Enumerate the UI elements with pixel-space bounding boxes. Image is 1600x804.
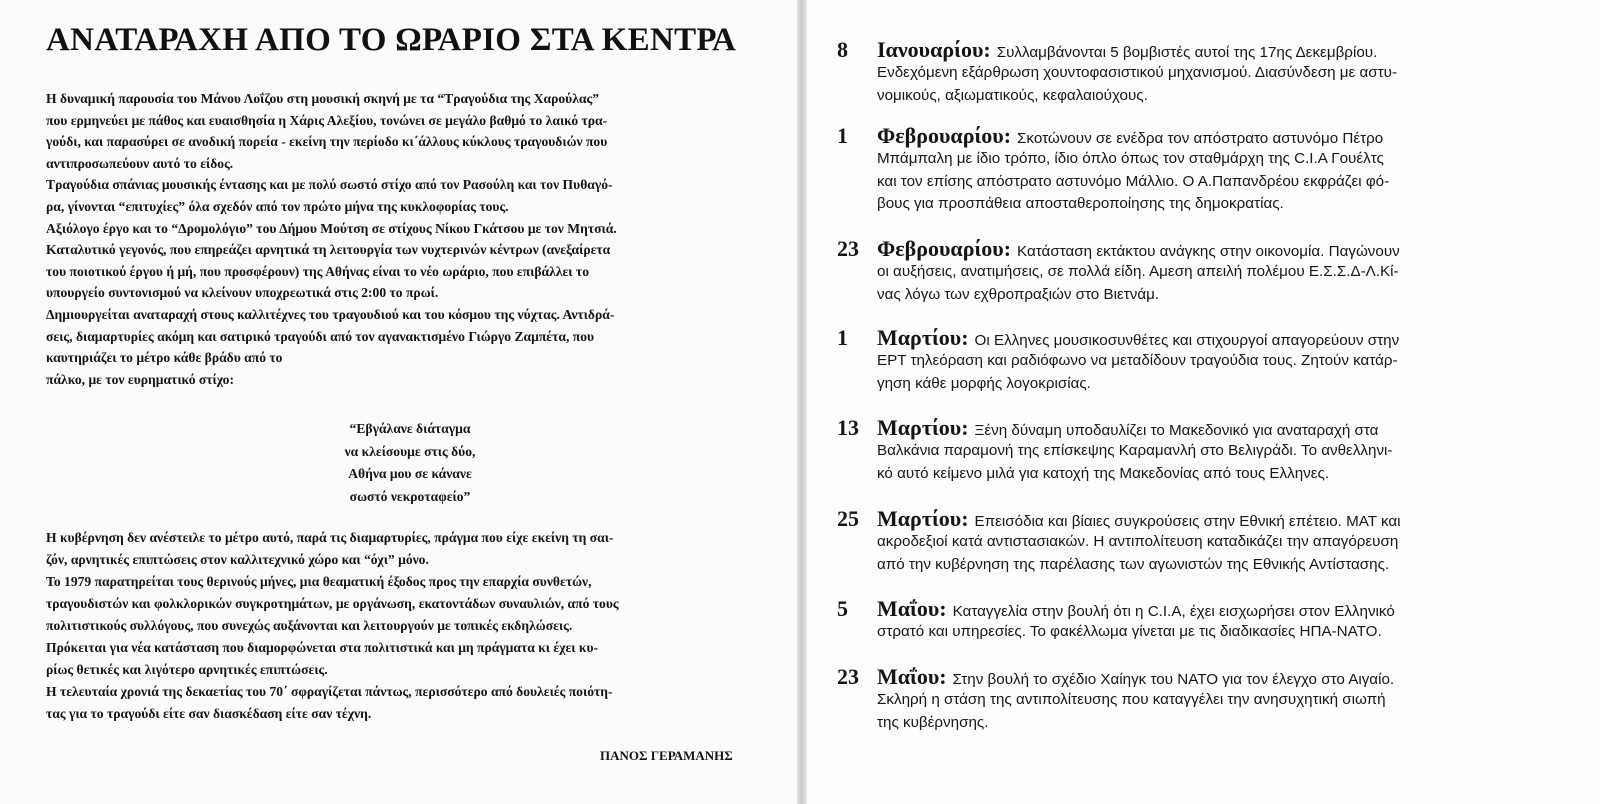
lyric-line: σωστό νεκροταφείο” <box>349 488 471 504</box>
text-line: πάλκο, με τον ευρηματικό στίχο: <box>46 371 234 387</box>
entry-day: 23 <box>837 664 859 689</box>
lyric-line: “Εβγάλανε διάταγμα <box>349 421 471 436</box>
entry-text: Επεισόδια και βίαιες συγκρούσεις στην Εθνική επέτειο. ΜΑΤ και <box>974 513 1401 530</box>
text-line: Η τελευταία χρονιά της δεκαετίας του 70΄ σφραγίζεται πάντως, περισσότερο από δουλειές ποιότη- <box>46 684 613 699</box>
entry-month: Φεβρουαρίου <box>877 123 1004 148</box>
text-line: Καταλυτικό γεγονός, που επηρεάζει αρνητικά τη λειτουργία των νυχτερινών κέντρων (ανεξαίρετα <box>46 242 611 258</box>
timeline-entry: 13 Μαρτίου: Ξένη δύναμη υποδαυλίζει το Μακεδονικό για αναταραχή στα Βαλκάνια παραμονή της επίσκεψης Καραμανλή στο Βελιγράδι. Το ανθελληνι- κό αυτό κείμενο μιλά για κατοχή της Μακεδονίας από τους Ελληνες. <box>837 416 1582 485</box>
lyric-line: να κλείσουμε στις δύο, <box>344 443 476 459</box>
entry-text: στρατό και υπηρεσίες. Το φακέλλωμα γίνεται με τις διαδικασίες ΗΠΑ-ΝΑΤΟ. <box>877 623 1382 640</box>
text-line: ρα, γίνονται “επιτυχίες” όλα σχεδόν από τον πρώτο μήνα της κυκλοφορίας τους. <box>46 198 509 214</box>
entry-text: Ξένη δύναμη υποδαυλίζει το Μακεδονικό για αναταραχή στα <box>974 422 1379 439</box>
entry-text: Σκληρή η στάση της αντιπολίτευσης που καταγγέλει την ανησυχητική σιωπή <box>877 691 1386 708</box>
entry-text: Κατάσταση εκτάκτου ανάγκης στην οικονομία. Παγώνουν <box>1017 243 1400 260</box>
entry-day: 8 <box>837 37 848 62</box>
author-signature: ΠΑΝΟΣ ΓΕΡΑΜΑΝΗΣ <box>600 748 733 763</box>
timeline-entry: 23 Φεβρουαρίου: Κατάσταση εκτάκτου ανάγκης στην οικονομία. Παγώνουν οι αυξήσεις, ανατιμήσεις, σε πολλά είδη. Αμεση απειλή πολέμου Ε.Σ.Σ.Δ-Λ.Κί- νας λόγω των εχθροπραξιών στο Βιετνάμ. <box>837 237 1582 306</box>
timeline-entry: 1 Φεβρουαρίου: Σκοτώνουν σε ενέδρα τον απόστρατο αστυνόμο Πέτρο Μπάμπαλη με ίδιο τρόπο, ίδιο όπλο όπως τον σταθμάρχη της C.I.A Γουέλτς και τον επίσης απόστρατο αστυνόμο Μάλλιο. Ο Α.Παπανδρέου εκφράζει φό- βους για προσπάθεια αποσταθεροποίησης της δημοκρατίας. <box>837 124 1582 216</box>
text-line: Αξιόλογο έργο και το “Δρομολόγιο” του Δήμου Μούτση σε στίχους Νίκου Γκάτσου με τον Μητσιά. <box>46 220 617 236</box>
entry-month: Μαρτίου <box>877 415 962 440</box>
timeline-entry: 5 Μαΐου: Καταγγελία στην βουλή ότι η C.I.A, έχει εισχωρήσει στον Ελληνικό στρατό και υπηρεσίες. Το φακέλλωμα γίνεται με τις διαδικασίες ΗΠΑ-ΝΑΤΟ. <box>837 597 1582 644</box>
text-line: αντιπροσωπεύουν αυτό το είδος. <box>46 155 234 171</box>
entry-day: 23 <box>837 236 859 261</box>
text-line: ρίως θετικές και λιγότερο αρνητικές επιπτώσεις. <box>46 662 328 677</box>
entry-text: νομικούς, αξιωματικούς, κεφαλαιούχους. <box>877 86 1148 104</box>
text-line: υπουργείο συντονισμού να κλείνουν υποχρεωτικά στις 2:00 το πρωί. <box>46 285 439 301</box>
text-line: Τραγούδια σπάνιας μουσικής έντασης και με πολύ σωστό στίχο από τον Ρασούλη και τον Πυθαγό- <box>46 177 613 193</box>
text-line: Το 1979 παρατηρείται τους θερινούς μήνες, μια θεαματική έξοδος προς την επαρχία συνθετών, <box>46 574 592 589</box>
text-line: του ποιοτικού έργου ή μή, που προσφέρουν) της Αθήνας είναι το νέο ωράριο, που επιβάλλει το <box>46 263 589 279</box>
entry-text: Στην βουλή το σχέδιο Χαίηγκ του ΝΑΤΟ για τον έλεγχο στο Αιγαίο. <box>952 671 1395 688</box>
timeline-entry: 8 Ιανουαρίου: Συλλαμβάνονται 5 βομβιστές αυτοί της 17ης Δεκεμβρίου. Ενδεχόμενη εξάρθρωση χουντοφασιστικού μηχανισμού. Διασύνδεση με αστυ- νομικούς, αξιωματικούς, κεφαλαιούχους. <box>837 38 1582 107</box>
entry-text: οι αυξήσεις, ανατιμήσεις, σε πολλά είδη. Αμεση απειλή πολέμου Ε.Σ.Σ.Δ-Λ.Κί- <box>877 263 1399 280</box>
text-line: Πρόκειται για νέα κατάσταση που διαμορφώνεται στα πολιτιστικά και μη πράγματα κι έχει κυ- <box>46 640 599 655</box>
entry-text: κό αυτό κείμενο μιλά για κατοχή της Μακεδονίας από τους Ελληνες. <box>877 464 1330 482</box>
text-line: γούδι, και παρασύρει σε ανοδική πορεία - εκείνη την περίοδο κι΄άλλους κύκλους τραγουδιών που <box>46 134 608 150</box>
entry-day: 13 <box>837 415 859 440</box>
entry-day: 1 <box>837 325 848 350</box>
entry-text: και τον επίσης απόστρατο αστυνόμο Μάλλιο. Ο Α.Παπανδρέου εκφράζει φό- <box>877 172 1390 190</box>
left-page <box>0 0 797 804</box>
entry-month: Μαρτίου <box>877 325 962 350</box>
entry-month: Μαΐου <box>877 664 940 689</box>
entry-month: Φεβρουαρίου <box>877 236 1004 261</box>
timeline-entry: 25 Μαρτίου: Επεισόδια και βίαιες συγκρούσεις στην Εθνική επέτειο. ΜΑΤ και ακροδεξιοί κατά αντιστασιακών. Η αντιπολίτευση καταδικάζει την απαγόρευση από την κυβέρνηση της παρέλασης των αγωνιστών της Εθνικής Αντίστασης. <box>837 507 1582 576</box>
entry-text: Καταγγελία στην βουλή ότι η C.I.A, έχει εισχωρήσει στον Ελληνικό <box>952 603 1395 620</box>
text-line: τραγουδιστών και φολκλορικών συγκροτημάτων, με οργάνωση, εκατοντάδων συναυλιών, από τους <box>46 596 619 611</box>
quoted-lyrics <box>300 418 520 508</box>
entry-text: γηση κάθε μορφής λογοκρισίας. <box>877 374 1091 392</box>
text-line: καυτηριάζει το μέτρο κάθε βράδυ από το <box>46 350 283 366</box>
entry-text: ακροδεξιοί κατά αντιστασιακών. Η αντιπολίτευση καταδικάζει την απαγόρευση <box>877 533 1399 550</box>
page-fold <box>797 0 807 804</box>
text-line: που ερμηνεύει με πάθος και ευαισθησία η Χάρις Αλεξίου, τονώνει σε μεγάλο βαθμό το λαικό τρα- <box>46 112 608 128</box>
entry-text: από την κυβέρνηση της παρέλασης των αγωνιστών της Εθνικής Αντίστασης. <box>877 555 1390 573</box>
timeline-entry: 1 Μαρτίου: Οι Ελληνες μουσικοσυνθέτες και στιχουργοί απαγορεύουν στην ΕΡΤ τηλεόραση και ραδιόφωνο να μεταδίδουν τραγούδια τους. Ζητούν κατάρ- γηση κάθε μορφής λογοκρισίας. <box>837 326 1582 395</box>
text-line: τας για το τραγούδι είτε σαν διασκέδαση είτε σαν τέχνη. <box>46 706 372 721</box>
entry-day: 25 <box>837 506 859 531</box>
entry-day: 5 <box>837 596 848 621</box>
text-line: πολιτιστικούς συλλόγους, που συνεχώς αυξάνονται και λειτουργούν με τοπικές εκδηλώσεις. <box>46 618 573 633</box>
entry-text: νας λόγω των εχθροπραξιών στο Βιετνάμ. <box>877 285 1160 303</box>
right-page <box>807 0 1600 804</box>
article-body-continued <box>46 527 781 725</box>
entry-text: της κυβέρνησης. <box>877 713 989 731</box>
entry-text: Βαλκάνια παραμονή της επίσκεψης Καραμανλή στο Βελιγράδι. Το ανθελληνι- <box>877 442 1393 459</box>
text-line: ζόν, αρνητικές επιπτώσεις στον καλλιτεχνικό χώρο και “όχι” μόνο. <box>46 552 429 567</box>
entry-text: Συλλαμβάνονται 5 βομβιστές αυτοί της 17ης Δεκεμβρίου. <box>996 44 1378 61</box>
entry-month: Ιανουαρίου <box>877 37 984 62</box>
entry-text: Μπάμπαλη με ίδιο τρόπο, ίδιο όπλο όπως τον σταθμάρχη της C.I.A Γουέλτς <box>877 150 1384 167</box>
text-line: Η δυναμική παρουσία του Μάνου Λοΐζου στη μουσική σκηνή με τα “Τραγούδια της Χαρούλας” <box>46 91 600 106</box>
entry-text: Σκοτώνουν σε ενέδρα τον απόστρατο αστυνόμο Πέτρο <box>1017 130 1384 147</box>
entry-text: Οι Ελληνες μουσικοσυνθέτες και στιχουργοί απαγορεύουν στην <box>974 332 1400 349</box>
timeline-entry: 23 Μαΐου: Στην βουλή το σχέδιο Χαίηγκ του ΝΑΤΟ για τον έλεγχο στο Αιγαίο. Σκληρή η στάση της αντιπολίτευσης που καταγγέλει την ανησυχητική σιωπή της κυβέρνησης. <box>837 665 1582 734</box>
entry-month: Μαρτίου <box>877 506 962 531</box>
text-line: Η κυβέρνηση δεν ανέστειλε το μέτρο αυτό, παρά τις διαμαρτυρίες, πράγμα που είχε εκείνη τη σαι- <box>46 530 614 545</box>
entry-text: Ενδεχόμενη εξάρθρωση χουντοφασιστικού μηχανισμού. Διασύνδεση με αστυ- <box>877 64 1398 81</box>
lyric-line: Αθήνα μου σε κάνανε <box>348 466 472 481</box>
entry-day: 1 <box>837 123 848 148</box>
page-title: ΑΝΑΤΑΡΑΧΗ ΑΠΟ ΤΟ ΩΡΑΡΙΟ ΣΤΑ ΚΕΝΤΡΑ <box>46 22 737 58</box>
entry-text: βους για προσπάθεια αποσταθεροποίησης της δημοκρατίας. <box>877 195 1284 212</box>
article-body <box>46 88 781 390</box>
entry-text: ΕΡΤ τηλεόραση και ραδιόφωνο να μεταδίδουν τραγούδια τους. Ζητούν κατάρ- <box>877 352 1398 369</box>
text-line: σεις, διαμαρτυρίες ακόμη και σατιρικό τραγούδι από τον αγανακτισμένο Γιώργο Ζαμπέτα, που <box>46 328 595 344</box>
entry-month: Μαΐου <box>877 596 940 621</box>
text-line: Δημιουργείται αναταραχή στους καλλιτέχνες του τραγουδιού και του κόσμου της νύχτας. Αντιδρά- <box>46 306 615 322</box>
